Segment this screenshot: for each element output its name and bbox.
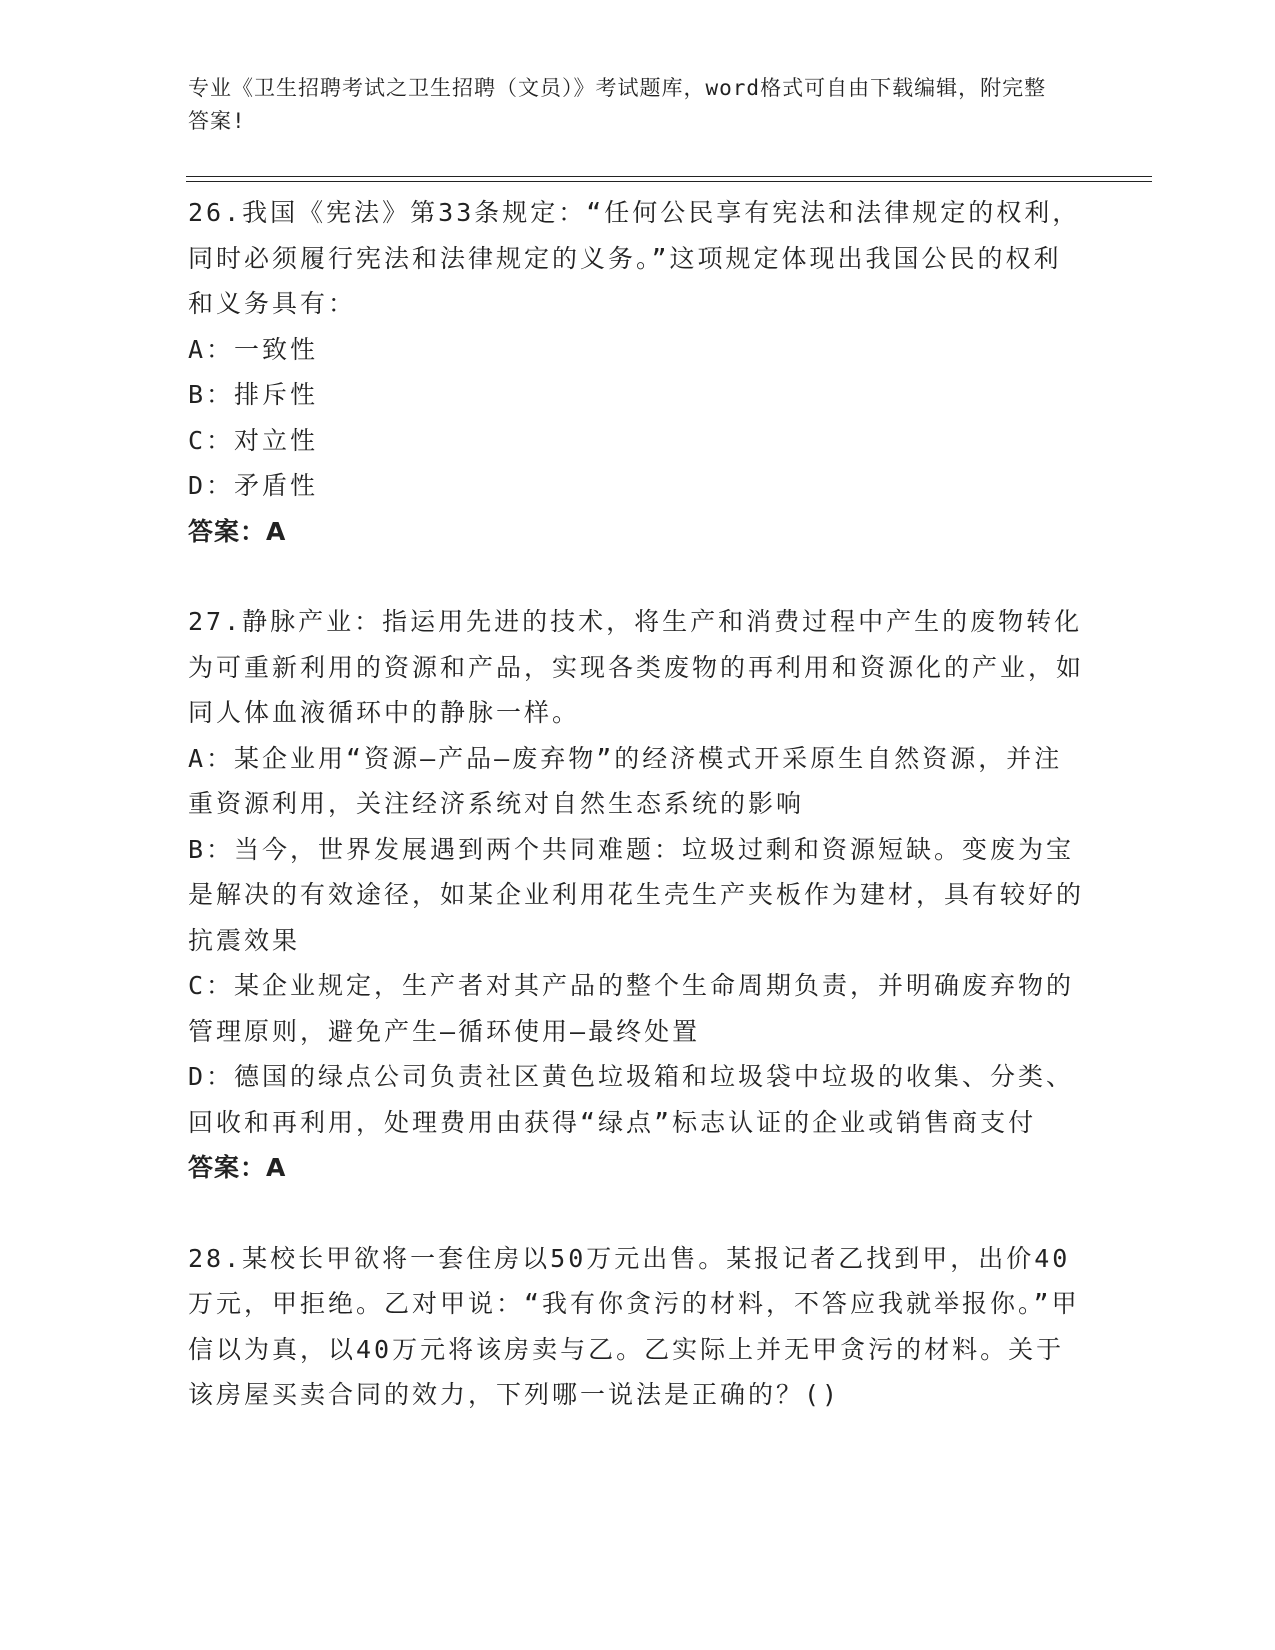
- option-d: D：矛盾性: [188, 471, 319, 500]
- option-d: D：德国的绿点公司负责社区黄色垃圾箱和垃圾袋中垃圾的收集、分类、回收和再利用，处理费用由获得“绿点”标志认证的企业或销售商支付: [188, 1062, 1075, 1137]
- document-header: 专业《卫生招聘考试之卫生招聘（文员）》考试题库，word格式可自由下载编辑，附完整答案!: [188, 76, 1047, 133]
- option-b: B：当今，世界发展遇到两个共同难题：垃圾过剩和资源短缺。变废为宝是解决的有效途径，如某企业利用花生壳生产夹板作为建材，具有较好的抗震效果: [188, 834, 1085, 955]
- option-c: C：某企业规定，生产者对其产品的整个生命周期负责，并明确废弃物的管理原则，避免产生—循环使用—最终处置: [188, 971, 1075, 1046]
- option-b: B：排斥性: [188, 380, 319, 409]
- question-stem: 27.静脉产业：指运用先进的技术，将生产和消费过程中产生的废物转化为可重新利用的资源和产品，实现各类废物的再利用和资源化的产业，如同人体血液循环中的静脉一样。: [188, 607, 1085, 727]
- spacer: [188, 1191, 1088, 1236]
- question-stem: 28.某校长甲欲将一套住房以50万元出售。某报记者乙找到甲，出价40万元，甲拒绝。乙对甲说：“我有你贪污的材料，不答应我就举报你。”甲信以为真，以40万元将该房卖与乙。乙实际上并无甲贪污的材料。关于该房屋买卖合同的效力，下列哪一说法是正确的？(): [188, 1243, 1080, 1409]
- question-list: [188, 190, 1088, 1418]
- header-divider-top: [186, 176, 1152, 177]
- question-28: [188, 1236, 1088, 1418]
- option-a: A：一致性: [188, 334, 319, 364]
- question-26: [188, 190, 1088, 554]
- option-a: A：某企业用“资源—产品—废弃物”的经济模式开采原生自然资源，并注重资源利用，关注经济系统对自然生态系统的影响: [188, 743, 1063, 818]
- answer-label: 答案：A: [188, 516, 287, 546]
- question-stem: 26.我国《宪法》第33条规定：“任何公民享有宪法和法律规定的权利，同时必须履行宪法和法律规定的义务。”这项规定体现出我国公民的权利和义务具有：: [188, 198, 1081, 318]
- header-divider-bottom: [186, 181, 1152, 182]
- answer-label: 答案：A: [188, 1153, 287, 1182]
- option-c: C：对立性: [188, 425, 319, 455]
- spacer: [188, 554, 1088, 599]
- question-27: [188, 599, 1088, 1191]
